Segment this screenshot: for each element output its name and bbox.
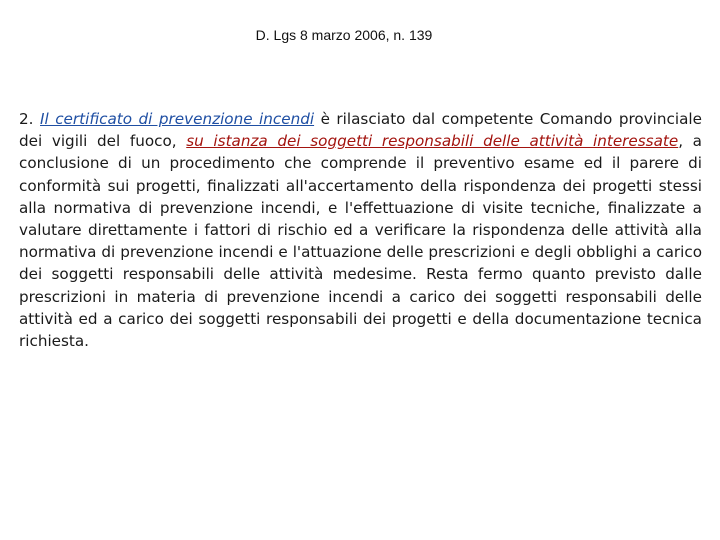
paragraph-number: 2.	[19, 110, 40, 128]
paragraph-text-1: è rilasciato dal competente Comando provinciale dei vigili del fuoco,	[19, 110, 702, 151]
request-phrase: su istanza dei soggetti responsabili delle attività interessate	[186, 132, 679, 151]
paragraph-text-2: , a conclusione di un procedimento che comprende il preventivo esame ed il parere di conformità sui progetti, finalizzati all'accertamento della rispondenza dei progetti stessi alla normativa di prevenzione incendi, e l'effettuazione di visite tecniche, finalizzate a valutare direttamente i fattori di rischio ed a verificare la rispondenza delle attività alla normativa di prevenzione incendi e l'attuazione delle prescrizioni e degli obblighi a carico dei soggetti responsabili delle attività medesime. Resta fermo quanto previsto dalle prescrizioni in materia di prevenzione incendi a carico dei soggetti responsabili delle attività ed a carico dei soggetti responsabili dei progetti e della documentazione tecnica richiesta.	[19, 132, 702, 351]
document-title: D. Lgs 8 marzo 2006, n. 139	[255, 27, 433, 43]
law-paragraph	[19, 108, 702, 352]
certificate-phrase: Il certificato di prevenzione incendi	[40, 110, 315, 128]
